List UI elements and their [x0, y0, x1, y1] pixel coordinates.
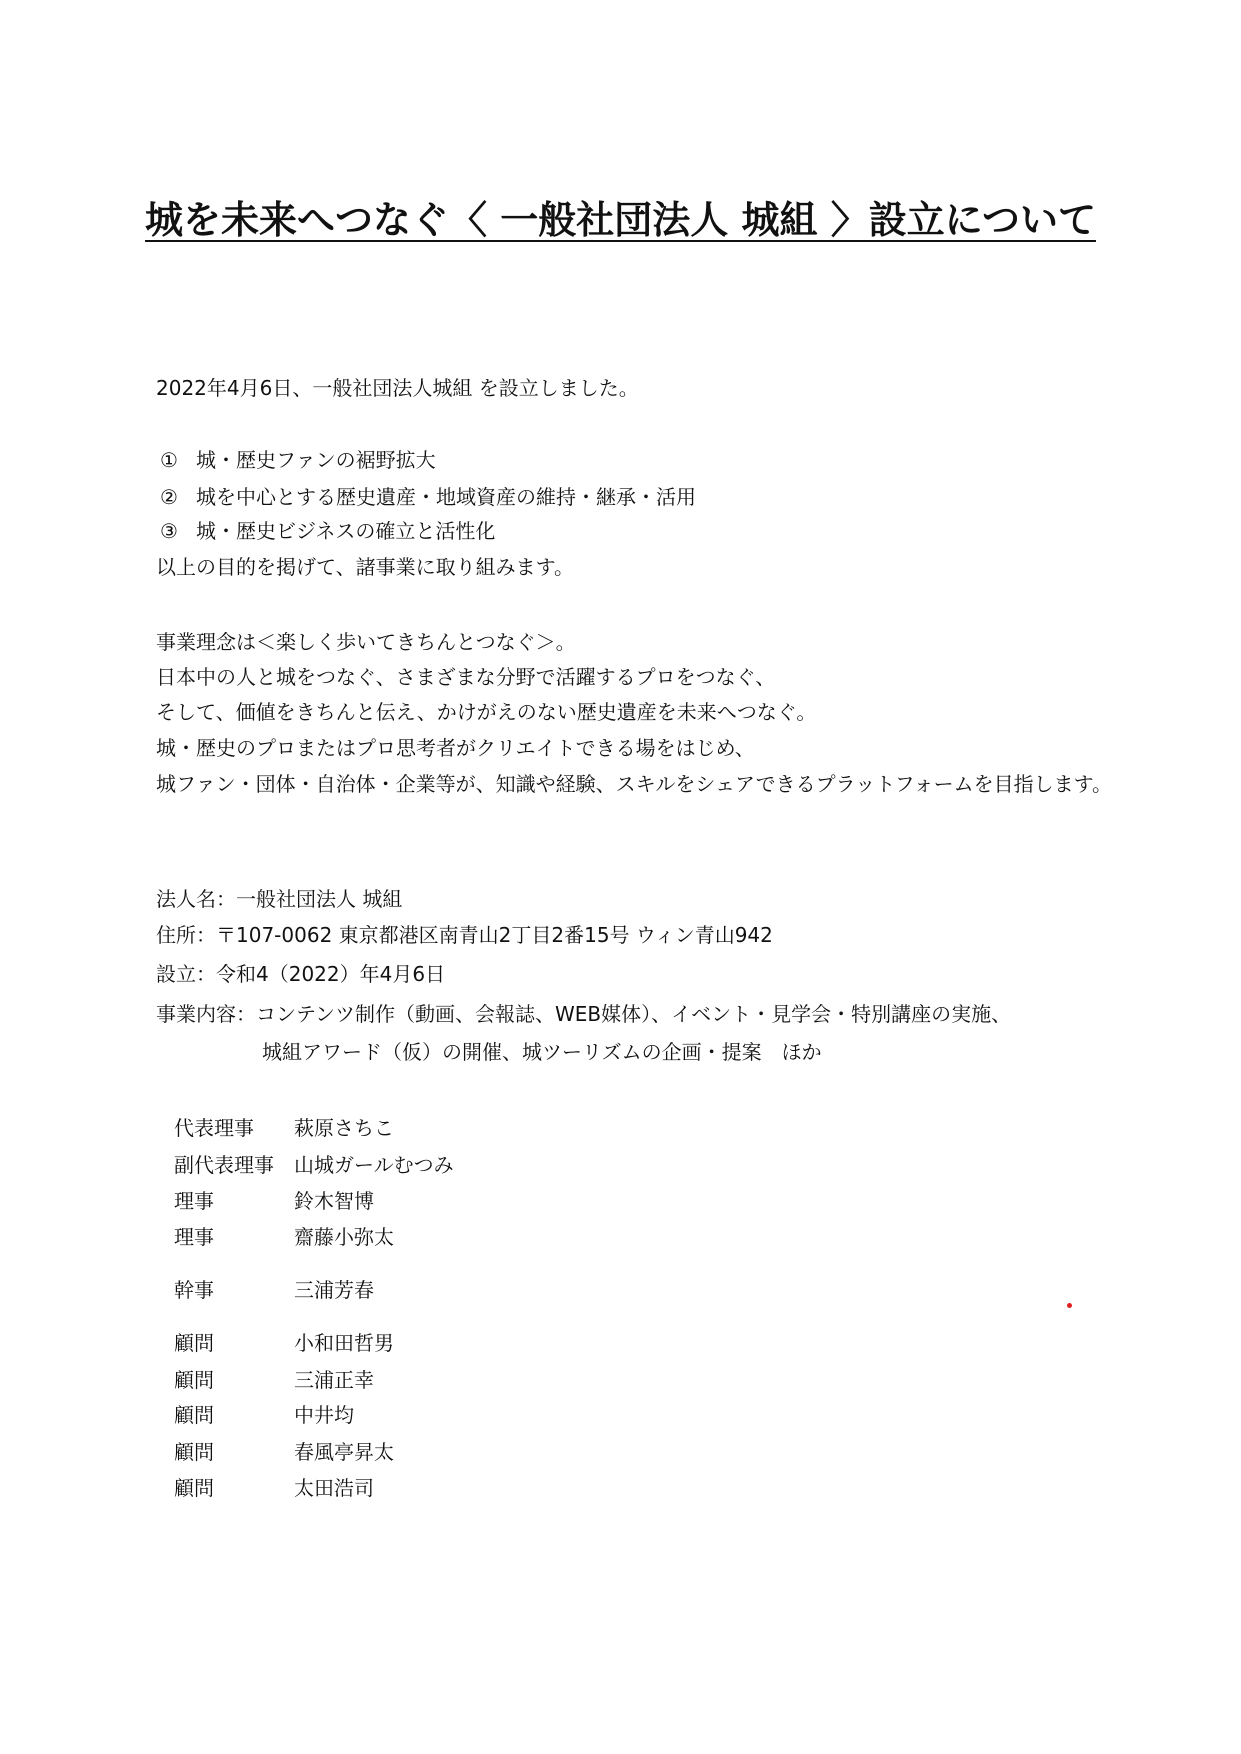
philosophy-line: 日本中の人と城をつなぐ、さまざまな分野で活躍するプロをつなぐ、	[156, 665, 776, 689]
document-title	[0, 192, 1241, 248]
officer-row	[174, 1438, 394, 1466]
officer-role: 副代表理事	[174, 1153, 274, 1177]
document-title-text: 城を未来へつなぐ〈 一般社団法人 城組 〉設立について	[145, 198, 1096, 242]
goals-summary: 以上の目的を掲げて、諸事業に取り組みます。	[156, 555, 574, 579]
corp-name: 法人名：一般社団法人 城組	[156, 887, 403, 911]
goal-item	[160, 446, 436, 474]
goal-text: 城を中心とする歴史遺産・地域資産の維持・継承・活用	[196, 485, 696, 509]
officer-row	[174, 1366, 374, 1394]
officer-role: 顧問	[174, 1403, 214, 1427]
officer-role: 理事	[174, 1225, 214, 1249]
officer-row	[174, 1329, 394, 1357]
goal-number: ②	[160, 485, 178, 509]
officer-role: 顧問	[174, 1331, 214, 1355]
officer-role: 顧問	[174, 1440, 214, 1464]
officer-name: 小和田哲男	[294, 1331, 394, 1355]
philosophy-line: 城・歴史のプロまたはプロ思考者がクリエイトできる場をはじめ、	[156, 736, 755, 760]
intro-text: 2022年4月6日、一般社団法人城組 を設立しました。	[156, 376, 639, 400]
goal-text: 城・歴史ビジネスの確立と活性化	[196, 519, 496, 543]
officer-role: 代表理事	[174, 1116, 254, 1140]
officer-name: 三浦芳春	[294, 1278, 374, 1302]
officer-role: 顧問	[174, 1476, 214, 1500]
goal-text: 城・歴史ファンの裾野拡大	[196, 448, 436, 472]
corp-founded: 設立：令和4（2022）年4月6日	[156, 962, 446, 986]
officer-name: 中井均	[294, 1403, 354, 1427]
officer-name: 萩原さちこ	[294, 1116, 394, 1140]
officer-row	[174, 1114, 394, 1142]
officer-name: 齋藤小弥太	[294, 1225, 394, 1249]
goal-number: ③	[160, 519, 178, 543]
goal-item	[160, 517, 495, 545]
philosophy-line: そして、価値をきちんと伝え、かけがえのない歴史遺産を未来へつなぐ。	[156, 700, 817, 724]
officer-row	[174, 1187, 374, 1215]
officer-name: 太田浩司	[294, 1476, 374, 1500]
officer-role: 顧問	[174, 1368, 214, 1392]
philosophy-line: 城ファン・団体・自治体・企業等が、知識や経験、スキルをシェアできるプラットフォームを目指します。	[156, 772, 1112, 796]
officer-row	[174, 1474, 374, 1502]
officer-row	[174, 1276, 374, 1304]
officer-row	[174, 1223, 394, 1251]
officer-name: 山城ガールむつみ	[294, 1153, 454, 1177]
officer-name: 鈴木智博	[294, 1189, 374, 1213]
red-marker-dot	[1067, 1303, 1072, 1308]
corp-business-line-1: 事業内容：コンテンツ制作（動画、会報誌、WEB媒体）、イベント・見学会・特別講座の実施、	[156, 1002, 1012, 1026]
officer-name: 三浦正幸	[294, 1368, 374, 1392]
officer-row	[174, 1151, 454, 1179]
officer-role: 理事	[174, 1189, 214, 1213]
goal-item	[160, 483, 696, 511]
corp-address: 住所：〒107-0062 東京都港区南青山2丁目2番15号 ウィン青山942	[156, 923, 773, 947]
officer-row	[174, 1401, 354, 1429]
goal-number: ①	[160, 448, 178, 472]
officer-name: 春風亭昇太	[294, 1440, 394, 1464]
officer-role: 幹事	[174, 1278, 214, 1302]
corp-business-line-2: 城組アワード（仮）の開催、城ツーリズムの企画・提案 ほか	[262, 1040, 822, 1064]
philosophy-line: 事業理念は＜楽しく歩いてきちんとつなぐ＞。	[156, 630, 576, 654]
